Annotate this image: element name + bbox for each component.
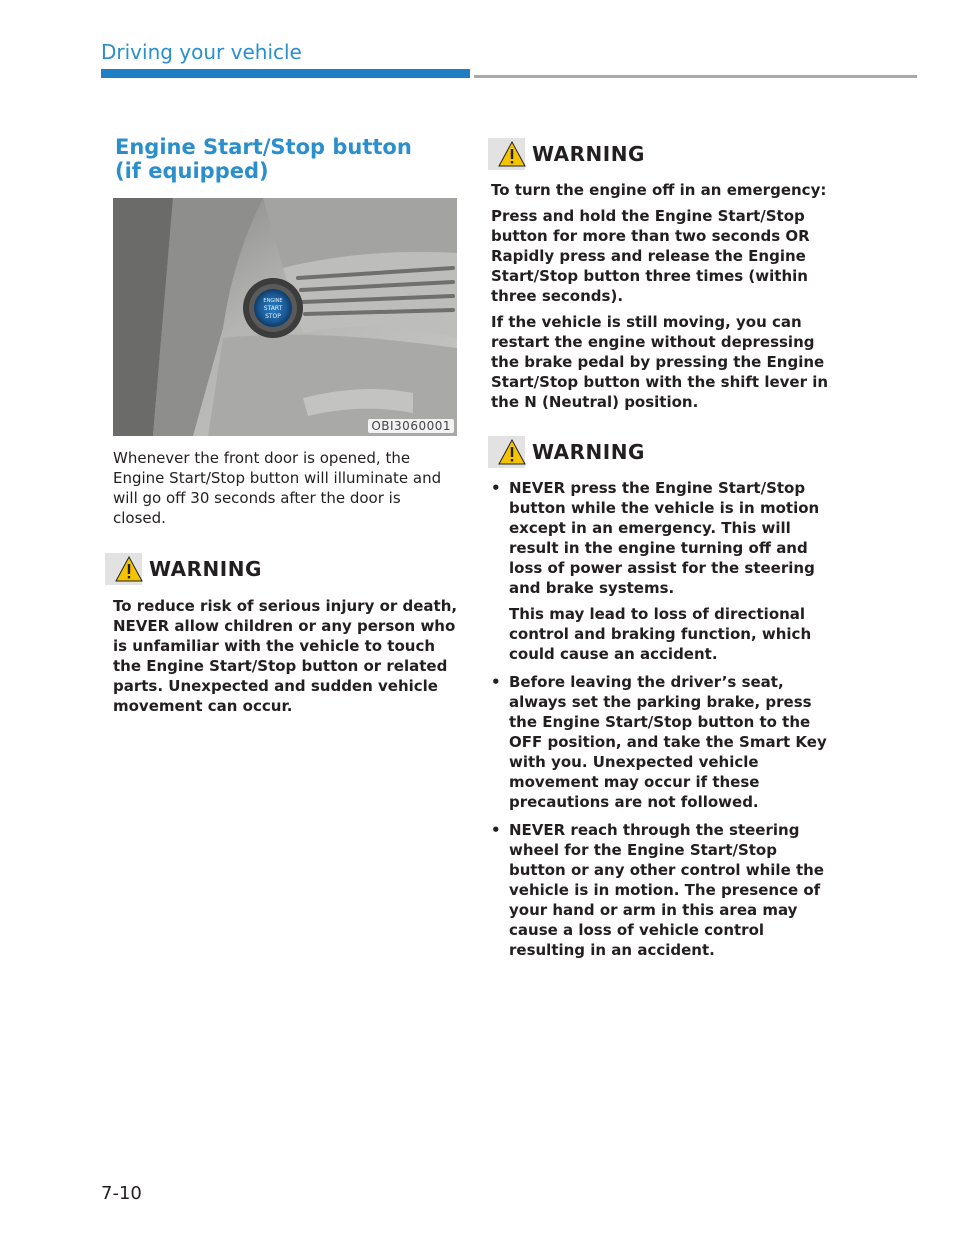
list-item bbox=[491, 478, 836, 664]
svg-text:ENGINE: ENGINE bbox=[263, 298, 283, 304]
svg-text:STOP: STOP bbox=[265, 313, 281, 320]
warning-bullet-list bbox=[491, 478, 836, 960]
warning-paragraph: To reduce risk of serious injury or death, NEVER allow children or any person who is unfamiliar with the vehicle to touch the Engine Start/Stop button or related parts. Unexpected and sudden vehicle movement can occur. bbox=[113, 597, 458, 715]
bullet-text: NEVER press the Engine Start/Stop button while the vehicle is in motion except in an emergency. This will result in the engine turning off and loss of power assist for the steering and brake systems. bbox=[509, 479, 820, 597]
bullet-dot: • bbox=[491, 479, 501, 497]
header-rule-gray bbox=[474, 75, 917, 78]
dashboard-illustration bbox=[113, 198, 457, 436]
warning-label: WARNING bbox=[532, 142, 645, 166]
bullet-text: NEVER reach through the steering wheel for the Engine Start/Stop button or any other control while the vehicle is in motion. The presence of your hand or arm in this area may cause a loss of vehicle control resulting in an accident. bbox=[509, 821, 824, 959]
section-title bbox=[115, 135, 455, 183]
warning-triangle-icon bbox=[115, 556, 143, 582]
warning-label: WARNING bbox=[532, 440, 645, 464]
bullet-dot: • bbox=[491, 673, 501, 691]
intro-paragraph: Whenever the front door is opened, the Engine Start/Stop button will illuminate and will go off 30 seconds after the door is closed. bbox=[113, 449, 442, 527]
running-header: Driving your vehicle bbox=[101, 40, 302, 64]
warning-heading-right-2 bbox=[488, 436, 728, 468]
warning-heading-right-1 bbox=[488, 138, 728, 170]
list-item bbox=[491, 672, 836, 812]
photo-reference-code: OBI3060001 bbox=[368, 419, 454, 433]
warning-paragraph-2: Press and hold the Engine Start/Stop button for more than two seconds OR Rapidly press and release the Engine Start/Stop button three times (within three seconds). bbox=[491, 207, 810, 305]
warning-paragraph-3: If the vehicle is still moving, you can restart the engine without depressing the brake pedal by pressing the Engine Start/Stop button with the shift lever in the N (Neutral) position. bbox=[491, 313, 829, 411]
bullet-subtext: This may lead to loss of directional control and braking function, which could cause an accident. bbox=[509, 605, 812, 663]
warning-heading-left bbox=[105, 553, 345, 585]
section-title-line2: (if equipped) bbox=[115, 159, 269, 183]
svg-text:START: START bbox=[263, 305, 283, 312]
warning-text-left bbox=[113, 596, 458, 722]
list-item bbox=[491, 820, 836, 960]
section-title-line1: Engine Start/Stop button bbox=[115, 135, 412, 159]
warning-label: WARNING bbox=[149, 557, 262, 581]
page-number: 7-10 bbox=[101, 1183, 142, 1204]
warning-triangle-icon bbox=[498, 439, 526, 465]
warning-triangle-icon bbox=[498, 141, 526, 167]
bullet-text: Before leaving the driver’s seat, always set the parking brake, press the Engine Start/Stop button to the OFF position, and take the Smart Key with you. Unexpected vehicle movement may occur if these precautions are not followed. bbox=[509, 673, 827, 811]
warning-text-right-1 bbox=[491, 180, 841, 418]
engine-start-stop-photo bbox=[113, 198, 457, 436]
header-rule-blue bbox=[101, 69, 470, 78]
warning-text-right-2 bbox=[491, 478, 836, 968]
warning-paragraph-1: To turn the engine off in an emergency: bbox=[491, 181, 827, 199]
bullet-dot: • bbox=[491, 821, 501, 839]
